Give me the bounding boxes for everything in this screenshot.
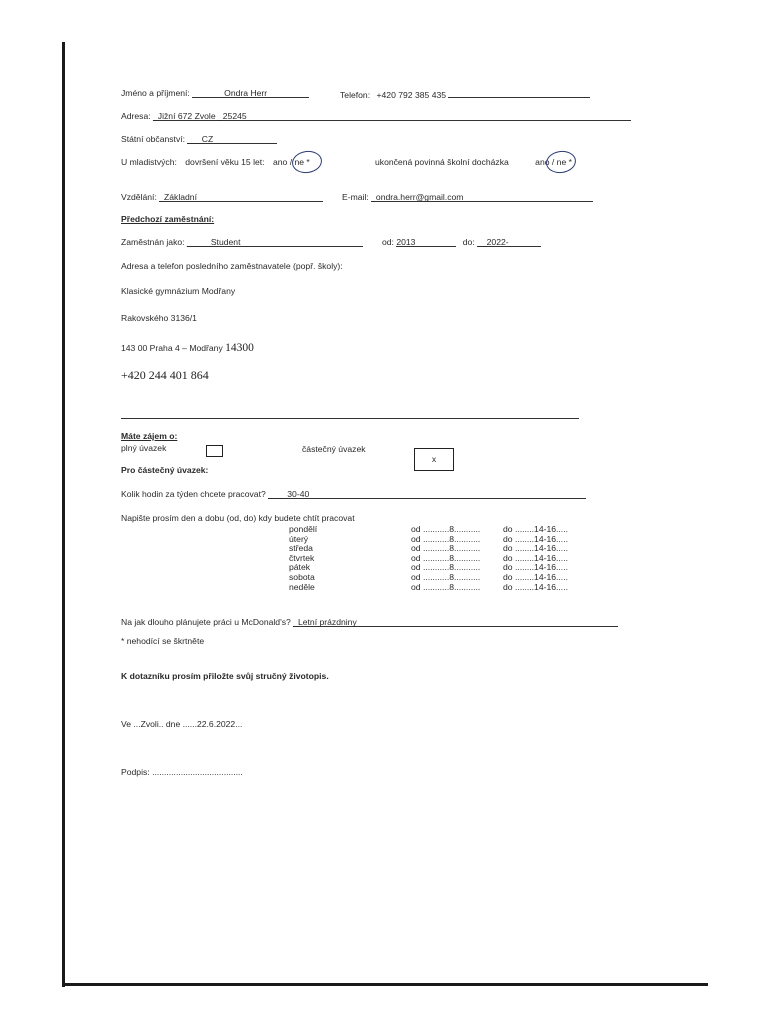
place-field[interactable]: Zvoli.. <box>140 719 164 729</box>
scan-edge-bottom <box>62 983 708 986</box>
attach-note: K dotazníku prosím přiložte svůj stručný životopis. <box>121 671 329 681</box>
employer-line-3-row <box>121 341 254 355</box>
signature-label: Podpis: <box>121 767 150 777</box>
phone-row <box>340 88 590 101</box>
schedule-day: sobota <box>289 571 315 582</box>
part-time-checkbox[interactable] <box>414 448 454 471</box>
employer-phone: +420 244 401 864 <box>121 368 209 382</box>
place-date-row: Ve ...Zvoli.. dne ......22.6.2022... <box>121 719 243 729</box>
employer-label: Adresa a telefon posledního zaměstnavatele (popř. školy): <box>121 261 343 271</box>
schedule-day: neděle <box>289 581 315 592</box>
address-field[interactable]: _Jižní 672 Zvole _25245 <box>153 111 631 121</box>
scan-edge-left <box>62 42 65 987</box>
name-row <box>121 88 309 99</box>
schedule-to[interactable]: do ........14-16..... <box>503 581 568 592</box>
employed-field[interactable]: _____Student <box>187 237 363 247</box>
employed-row <box>121 237 363 248</box>
signature-field[interactable]: ...................................... <box>152 767 243 777</box>
schedule-to[interactable]: do ........14-16..... <box>503 533 568 544</box>
schedule-to[interactable]: do ........14-16..... <box>503 562 568 573</box>
address-row <box>121 111 631 122</box>
phone-label: Telefon: <box>340 90 371 100</box>
schedule-from[interactable]: od ...........8........... <box>411 524 481 534</box>
employer-line-3: 143 00 Praha 4 – Modřany <box>121 343 223 353</box>
email-label: E-mail: <box>342 192 369 202</box>
email-field[interactable]: _ondra.herr@gmail.com <box>371 192 593 202</box>
citizenship-row <box>121 134 277 145</box>
schedule-from[interactable]: od ...........8........... <box>411 533 481 544</box>
hours-label: Kolik hodin za týden chcete pracovat? <box>121 489 266 499</box>
schedule-from[interactable]: od ...........8........... <box>411 581 481 592</box>
schedule-to[interactable]: do ........14-16..... <box>503 552 568 563</box>
schedule-label: Napište prosím den a dobu (od, do) kdy budete chtít pracovat <box>121 513 355 523</box>
schedule-day: úterý <box>289 533 309 544</box>
date-field[interactable]: 22.6.2022... <box>196 719 243 729</box>
schedule-day: středa <box>289 543 313 554</box>
to-label: do: <box>462 237 475 247</box>
duration-row <box>121 617 618 628</box>
from-label: od: <box>382 237 394 247</box>
email-row <box>342 192 593 203</box>
hours-field[interactable]: ____30-40 <box>268 489 586 499</box>
minors-row <box>121 157 310 168</box>
education-label: Vzdělání: <box>121 192 157 202</box>
employer-line-2: Rakovského 3136/1 <box>121 313 197 323</box>
age-yes-circle <box>291 149 324 175</box>
education-field[interactable]: _Základní <box>159 192 323 202</box>
schedule-to[interactable]: do ........14-16..... <box>503 524 568 534</box>
schedule-from[interactable]: od ...........8........... <box>411 562 481 573</box>
address-label: Adresa: <box>121 111 151 121</box>
name-field[interactable]: Ondra Herr <box>192 88 309 98</box>
schedule-from[interactable]: od ...........8........... <box>411 552 481 563</box>
duration-label: Na jak dlouho plánujete práci u McDonald's? <box>121 617 291 627</box>
employer-line-1: Klasické gymnázium Modřany <box>121 286 236 296</box>
part-time-heading: Pro částečný úvazek: <box>121 465 209 475</box>
prev-job-heading: Předchozí zaměstnání: <box>121 214 215 224</box>
hours-row <box>121 489 586 500</box>
age-options[interactable]: ano / ne * <box>272 157 310 167</box>
employed-label: Zaměstnán jako: <box>121 237 185 247</box>
school-yes-circle <box>545 149 578 175</box>
schedule-to[interactable]: do ........14-16..... <box>503 571 568 582</box>
phone-line <box>448 88 590 98</box>
citizenship-label: Státní občanství: <box>121 134 186 144</box>
age-label: dovršení věku 15 let: <box>185 157 265 167</box>
full-time-checkbox[interactable] <box>206 445 223 457</box>
schedule-from[interactable]: od ...........8........... <box>411 571 481 582</box>
schedule-day: čtvrtek <box>289 552 315 563</box>
employment-dates <box>382 237 541 248</box>
from-field[interactable]: 2013 <box>396 237 456 247</box>
part-time-label: částečný úvazek <box>302 444 366 454</box>
part-time-mark: x <box>431 454 437 464</box>
schedule-day: pondělí <box>289 524 318 534</box>
footnote: * nehodící se škrtněte <box>121 636 205 646</box>
schedule-from[interactable]: od ...........8........... <box>411 543 481 554</box>
schedule-to[interactable]: do ........14-16..... <box>503 543 568 554</box>
schedule-day: pátek <box>289 562 311 573</box>
citizenship-field[interactable]: ___CZ <box>187 134 277 144</box>
minors-label: U mladistvých: <box>121 157 177 167</box>
name-label: Jméno a příjmení: <box>121 88 190 98</box>
interest-heading: Máte zájem o: <box>121 431 178 441</box>
zip-handwritten: 14300 <box>225 342 254 354</box>
signature-row <box>121 767 243 778</box>
to-field[interactable]: __2022- <box>477 237 541 247</box>
school-row <box>375 157 572 168</box>
school-label: ukončená povinná školní docházka <box>375 157 509 167</box>
education-row <box>121 192 323 203</box>
duration-field[interactable]: _Letní prázdniny <box>293 617 618 627</box>
school-options[interactable]: ano / ne * <box>535 157 572 167</box>
full-time-label: plný úvazek <box>121 443 167 453</box>
phone-value[interactable]: +420 792 385 435 <box>376 90 447 100</box>
section-divider <box>121 418 579 419</box>
